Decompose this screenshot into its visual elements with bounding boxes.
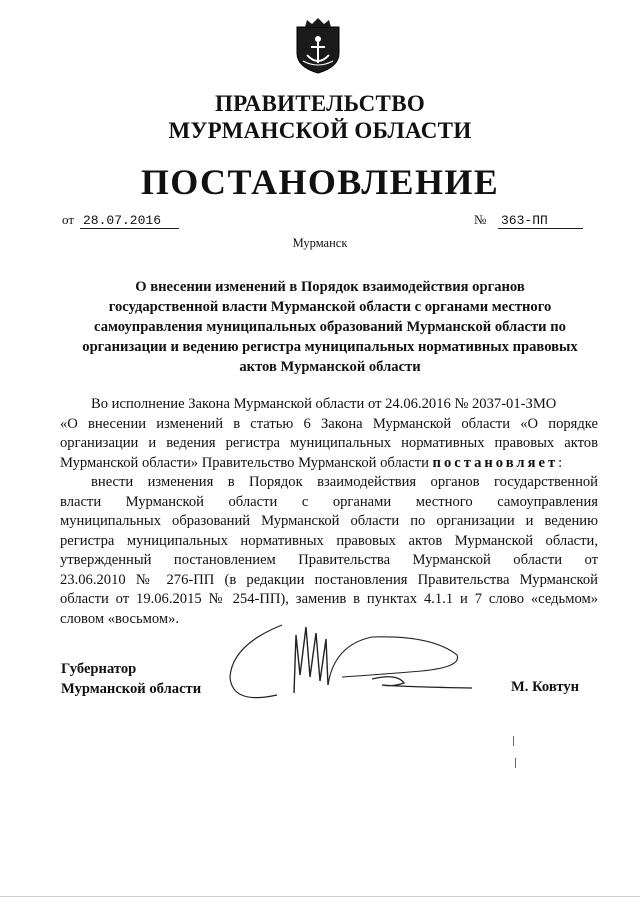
resolution-text: Мурманской области» Правительство Мурманской области xyxy=(60,454,433,471)
subject-line: государственной власти Мурманской области с органами местного xyxy=(108,299,552,315)
page-footer-line xyxy=(0,896,640,897)
body-line: «О внесении изменений в статью 6 Закона Мурманской области «О порядке xyxy=(60,415,598,432)
body-line: Во исполнение Закона Мурманской области от 24.06.2016 № 2037-01-ЗМО xyxy=(91,396,557,412)
body-line: муниципальных образований Мурманской области по организации и ведению xyxy=(60,513,598,529)
body-line: 23.06.2010 № 276-ПП (в редакции постановления Правительства Мурманской xyxy=(60,571,598,588)
date-row xyxy=(62,212,179,229)
government-name xyxy=(0,90,640,144)
signer-title-line1: Губернатор xyxy=(61,661,137,677)
coat-of-arms-icon xyxy=(293,17,343,75)
government-name-line2: МУРМАНСКОЙ ОБЛАСТИ xyxy=(168,118,472,143)
scan-mark xyxy=(515,758,516,768)
handwritten-signature xyxy=(222,615,482,710)
document-type-title: ПОСТАНОВЛЕНИЕ xyxy=(140,162,500,202)
government-name-line1: ПРАВИТЕЛЬСТВО xyxy=(214,91,426,116)
document-number: 363-ПП xyxy=(498,213,583,229)
date-prefix: от xyxy=(62,212,75,227)
document-date: 28.07.2016 xyxy=(80,213,179,229)
body-line: утвержденный постановлением Правительства Мурманской области от xyxy=(60,552,598,568)
signer-title xyxy=(61,660,201,699)
body-line: власти Мурманской области с органами местного самоуправления xyxy=(60,493,598,510)
number-row xyxy=(474,212,583,229)
number-prefix: № xyxy=(474,212,487,227)
subject-line: актов Мурманской области xyxy=(239,359,421,375)
body-line-resolution xyxy=(60,454,598,474)
body-line: внести изменения в Порядок взаимодействия органов государственной xyxy=(91,474,598,490)
scan-mark xyxy=(513,736,514,746)
subject-line: организации и ведению регистра муниципальных нормативных правовых xyxy=(82,339,578,355)
city-name: Мурманск xyxy=(292,236,348,250)
body-line: словом «восьмом». xyxy=(60,610,180,627)
document-body xyxy=(60,395,598,629)
signer-title-line2: Мурманской области xyxy=(61,680,202,697)
resolution-colon: : xyxy=(558,454,563,471)
body-line: области от 19.06.2015 № 254-ПП), заменив в пунктах 4.1.1 и 7 слово «седьмом» xyxy=(60,591,598,607)
subject-line: самоуправления муниципальных образований Мурманской области по xyxy=(94,319,566,335)
document-subject xyxy=(60,277,600,377)
signer-name: М. Ковтун xyxy=(511,679,580,695)
body-line: регистра муниципальных нормативных правовых актов Мурманской области, xyxy=(60,532,598,549)
subject-line: О внесении изменений в Порядок взаимодействия органов xyxy=(135,279,525,295)
body-line: организации и ведения регистра муниципальных нормативных правовых актов xyxy=(60,435,598,451)
resolution-keyword: постановляет xyxy=(432,454,559,471)
